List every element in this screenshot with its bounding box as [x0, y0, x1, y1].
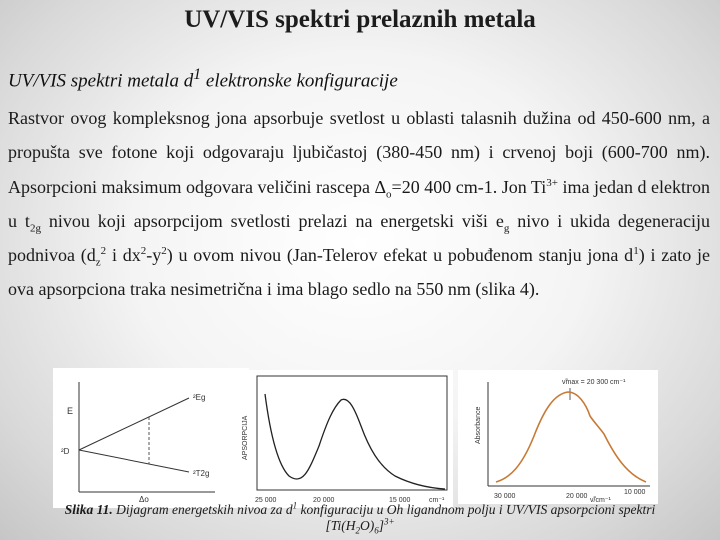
caption-formula: [Ti(H: [325, 518, 356, 533]
label-E: E: [67, 406, 74, 416]
delta-sub: o: [386, 188, 392, 201]
para-text: nivo i ukida degeneraciju podnivoa (d: [8, 210, 710, 266]
para-text: Rastvor ovog kompleksnog jona apsorbuje svetlost u oblasti talasnih dužina od 450-600 nm, a propušta sve fotone koji odgovaraju ljubičastoj (380-450 nm) i crvenoj boji (600-700 nm). Apsorpcioni maksimum odgovara veličini rascepa: [8, 108, 710, 197]
subtitle-prefix: UV/VIS spektri metala d: [8, 70, 194, 92]
t2g-line: [79, 450, 189, 472]
ti-charge: 3+: [546, 176, 558, 189]
dx-sup: 2: [140, 245, 147, 258]
para-text: =20 400 cm-1. Jon Ti: [391, 176, 547, 197]
page-title: UV/VIS spektri prelaznih metala: [184, 6, 536, 33]
delta-symbol: Δ: [374, 176, 387, 197]
para-text: -y: [146, 245, 162, 266]
caption-formula: O): [359, 518, 375, 533]
caption-formula: ]: [378, 518, 384, 533]
absorbance-spectrum: [458, 370, 658, 504]
caption-sup: 1: [292, 500, 298, 511]
abs-xlabel: ν̃/cm⁻¹: [590, 497, 611, 504]
label-eg: ²Eg: [193, 393, 206, 402]
t2g-sub: 2g: [29, 222, 41, 235]
eg-line: [79, 398, 189, 450]
abs-xtick-10000: 10 000: [624, 489, 646, 496]
xtick-unit: cm⁻¹: [429, 497, 445, 504]
xtick-20000: 20 000: [313, 497, 335, 504]
figure-caption: [0, 502, 720, 534]
caption-text: Dijagram energetskih nivoa za d: [112, 502, 293, 517]
para-text: ima jedan d elektron u t: [8, 176, 710, 231]
xtick-15000: 15 000: [389, 497, 411, 504]
subtitle: [8, 66, 398, 92]
eg-sub: g: [503, 222, 510, 235]
label-delta: Δo: [139, 495, 149, 504]
energy-level-diagram: [53, 368, 249, 508]
subtitle-suffix: elektronske konfiguracije: [201, 70, 398, 92]
caption-sup: 3+: [383, 516, 395, 527]
caption-sub: 2: [355, 525, 360, 536]
abs-xtick-20000: 20 000: [566, 493, 588, 500]
para-text: ) i zato je ova apsorpciona traka nesimetrična i ima blago sedlo na 550 nm (slika 4).: [8, 245, 710, 300]
absorption-spectrum: [242, 370, 453, 508]
spectrum-ylabel: APSORPCIJA: [242, 415, 249, 460]
abs-annotation: ν̃max = 20 300 cm⁻¹: [562, 379, 626, 386]
caption-label: Slika 11.: [64, 502, 113, 517]
subtitle-sup: 1: [193, 66, 202, 83]
spectrum-frame: [257, 376, 447, 490]
label-2D: ²D: [61, 447, 70, 456]
xtick-25000: 25 000: [255, 497, 277, 504]
label-t2g: ²T2g: [193, 469, 210, 478]
dz-sub: z: [95, 256, 101, 269]
d1-sup: 1: [633, 245, 639, 258]
para-text: i dx: [106, 245, 141, 266]
body-paragraph: [8, 101, 710, 307]
caption-sub: 6: [374, 525, 379, 536]
spectrum-curve: [265, 394, 445, 489]
abs-ylabel: Absorbance: [475, 406, 482, 444]
abs-curve: [496, 392, 646, 482]
dz-sup: 2: [100, 245, 107, 258]
caption-text: konfiguraciju u Oh ligandnom polju i UV/VIS apsorpcioni spektri: [297, 502, 656, 517]
y-sup: 2: [161, 245, 167, 258]
para-text: nivou koji apsorpcijom svetlosti prelazi na energetski viši e: [40, 210, 504, 231]
abs-xtick-30000: 30 000: [494, 493, 516, 500]
para-text: ) u ovom nivou (Jan-Telerov efekat u pobuđenom stanju jona d: [166, 245, 634, 266]
